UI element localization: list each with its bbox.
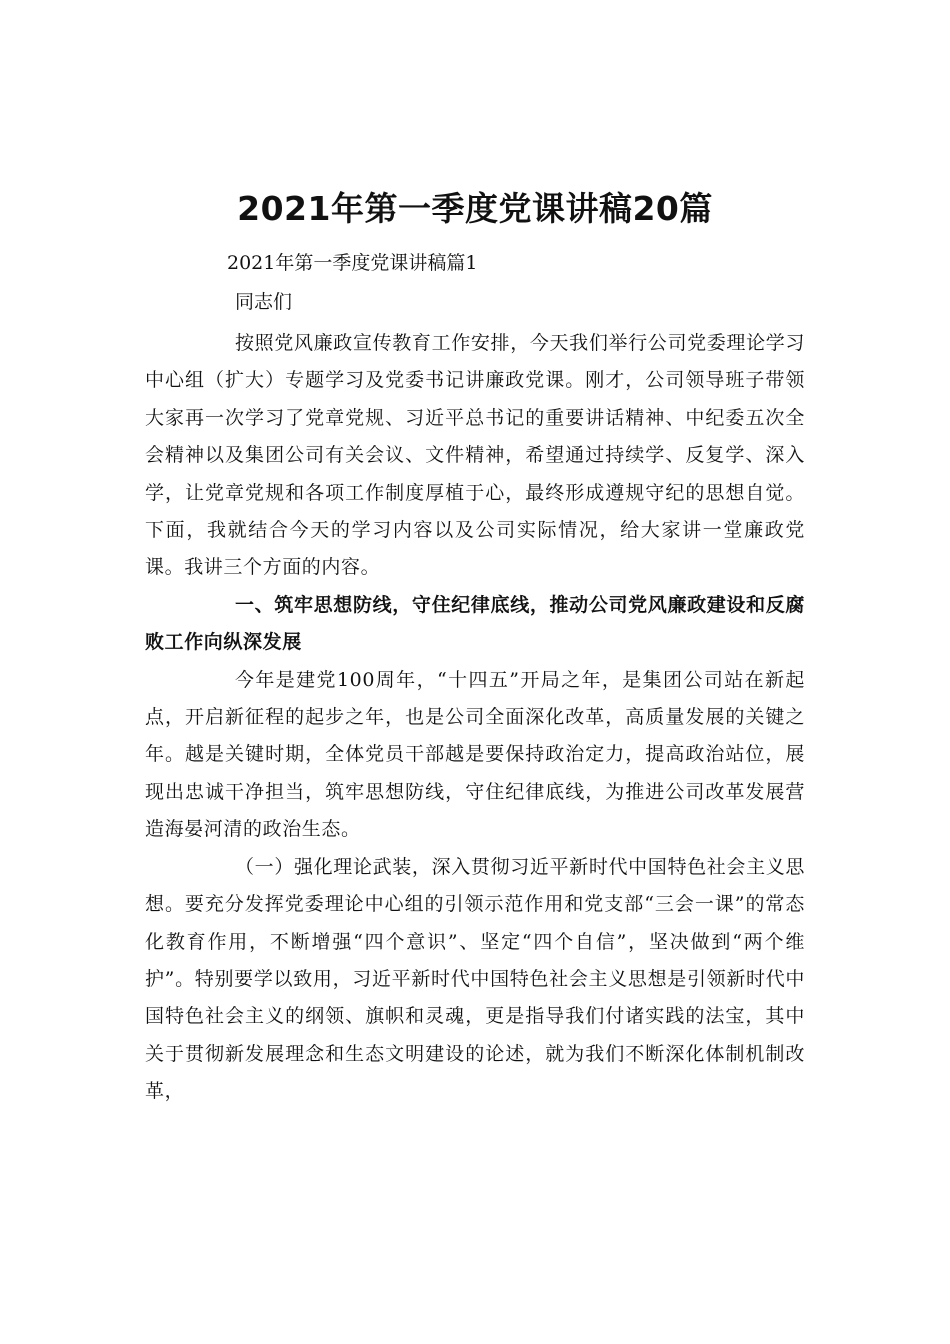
paragraph-section-1: 今年是建党100周年，“十四五”开局之年，是集团公司站在新起点，开启新征程的起步之年，也是公司全面深化改革，高质量发展的关键之年。越是关键时期，全体党员干部越是要保持政治定力，提高政治站位，展现出忠诚干净担当，筑牢思想防线，守住纪律底线，为推进公司改革发展营造海晏河清的政治生态。 [145,668,805,841]
paragraph-intro: 按照党风廉政宣传教育工作安排，今天我们举行公司党委理论学习中心组（扩大）专题学习及党委书记讲廉政党课。刚才，公司领导班子带领大家再一次学习了党章党规、习近平总书记的重要讲话精神、中纪委五次全会精神以及集团公司有关会议、文件精神，希望通过持续学、反复学、深入学，让党章党规和各项工作制度厚植于心，最终形成遵规守纪的思想自觉。下面，我就结合今天的学习内容以及公司实际情况，给大家讲一堂廉政党课。我讲三个方面的内容。 [145,332,805,579]
paragraph-subsection-1: （一）强化理论武装，深入贯彻习近平新时代中国特色社会主义思想。要充分发挥党委理论中心组的引领示范作用和党支部“三会一课”的常态化教育作用，不断增强“四个意识”、坚定“四个自信”，坚决做到“两个维护”。特别要学以致用，习近平新时代中国特色社会主义思想是引领新时代中国特色社会主义的纲领、旗帜和灵魂，更是指导我们付诸实践的法宝，其中关于贯彻新发展理念和生态文明建设的论述，就为我们不断深化体制机制改革， [145,855,805,1103]
document-body [145,325,805,1111]
article-title: 2021年第一季度党课讲稿篇1 [227,252,478,274]
section-heading-1: 一、筑牢思想防线，守住纪律底线，推动公司党风廉政建设和反腐败工作向纵深发展 [145,593,805,654]
greeting: 同志们 [235,291,293,313]
document-title: 2021年第一季度党课讲稿20篇 [237,189,713,228]
